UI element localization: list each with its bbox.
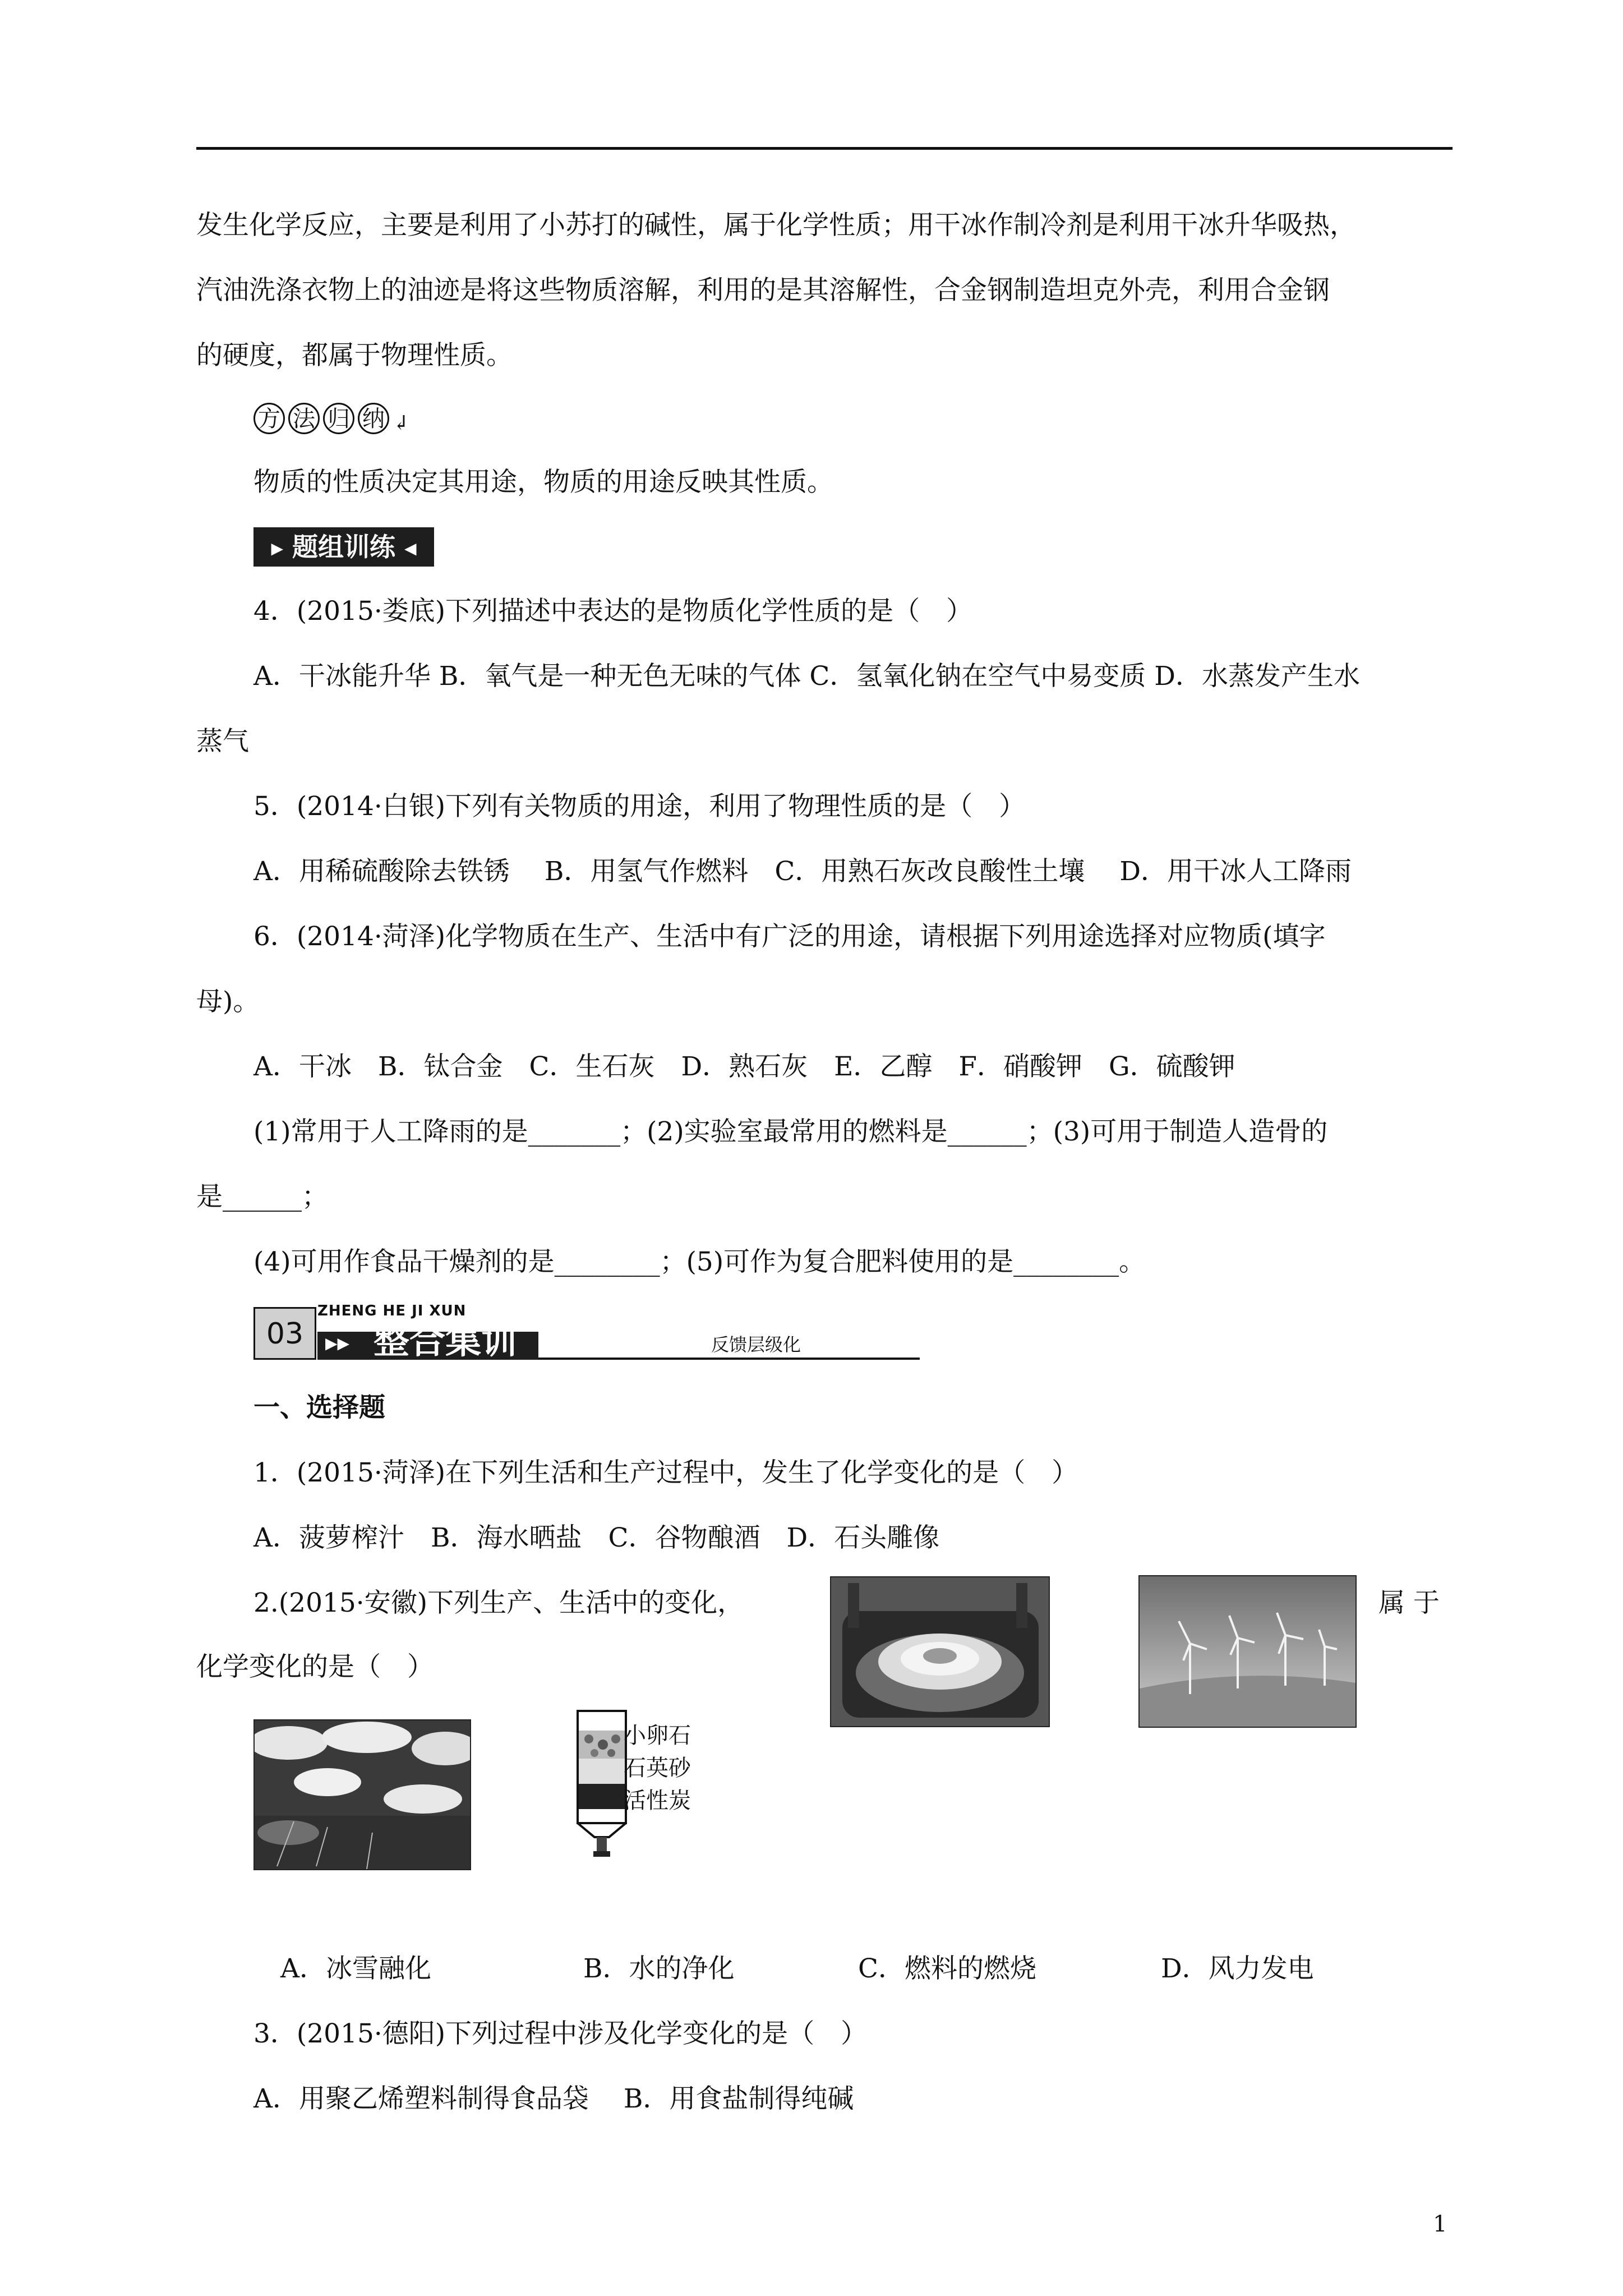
question-6: 6．(2014·菏泽)化学物质在生产、生活中有广泛的用途，请根据下列用途选择对应物质(填字	[253, 921, 1326, 952]
header-rule	[196, 147, 1453, 150]
triangle-right-icon: ▶	[271, 539, 283, 558]
banner-number: 03	[253, 1307, 316, 1360]
paragraph-line-2: 汽油洗涤衣物上的油迹是将这些物质溶解，利用的是其溶解性，合金钢制造坦克外壳，利用合金钢	[196, 275, 1330, 306]
gas-stove-image	[830, 1576, 1050, 1727]
question-4-options-cont: 蒸气	[196, 726, 249, 757]
method-text: 物质的性质决定其用途，物质的用途反映其性质。	[253, 467, 833, 498]
wind-turbine-image	[1138, 1575, 1357, 1728]
question-6-sub-1: (1)常用于人工降雨的是_______；(2)实验室最常用的燃料是______；(3)可用于制造人造骨的	[253, 1116, 1328, 1147]
filter-label-pebbles: 小卵石	[624, 1723, 691, 1749]
exercise-2-cont: 化学变化的是（ ）	[196, 1651, 434, 1682]
wind-turbine-illustration	[1140, 1576, 1355, 1727]
question-4: 4．(2015·娄底)下列描述中表达的是物质化学性质的是（ ）	[253, 596, 973, 627]
question-6-cont: 母)。	[196, 986, 260, 1017]
banner-subtitle: 反馈层级化	[711, 1334, 801, 1355]
arrow-down-icon: ↲	[393, 412, 410, 435]
filter-label-quartz-sand: 石英砂	[624, 1755, 691, 1781]
snow-melting-illustration	[255, 1720, 470, 1869]
method-chip: 纳	[358, 403, 389, 434]
exercise-1-options: A．菠萝榨汁 B．海水晒盐 C．谷物酿酒 D．石头雕像	[253, 1522, 940, 1553]
question-5: 5．(2014·白银)下列有关物质的用途，利用了物理性质的是（ ）	[253, 791, 1026, 822]
snow-melting-image	[253, 1719, 471, 1870]
exercise-2-right: 属 于	[1378, 1588, 1440, 1618]
banner-pinyin: ZHENG HE JI XUN	[317, 1303, 467, 1319]
exercise-2-option-a: A．冰雪融化	[280, 1953, 431, 1984]
question-6-options: A．干冰 B．钛合金 C．生石灰 D．熟石灰 E．乙醇 F．硝酸钾 G．硫酸钾	[253, 1051, 1235, 1082]
question-6-sub-2: 是______；	[196, 1181, 328, 1212]
exercise-3-options: A．用聚乙烯塑料制得食品袋 B．用食盐制得纯碱	[253, 2083, 854, 2114]
method-chip: 法	[288, 403, 320, 434]
exercise-1: 1．(2015·菏泽)在下列生活和生产过程中，发生了化学变化的是（ ）	[253, 1457, 1078, 1488]
double-arrow-icon: ▶▶	[325, 1334, 350, 1352]
triangle-left-icon: ◀	[404, 539, 417, 558]
banner-title: 整合集训	[374, 1320, 517, 1362]
exercise-2-option-c: C．燃料的燃烧	[858, 1953, 1036, 1984]
paragraph-line-1: 发生化学反应，主要是利用了小苏打的碱性，属于化学性质；用干冰作制冷剂是利用干冰升华吸热，	[196, 210, 1356, 241]
page-number: 1	[1433, 2211, 1447, 2237]
drill-tag-label: 题组训练	[292, 532, 395, 562]
drill-tag	[253, 527, 434, 567]
method-chips	[253, 403, 409, 435]
question-4-options: A．干冰能升华 B．氧气是一种无色无味的气体 C．氢氧化钠在空气中易变质 D．水蒸发产生水	[253, 661, 1360, 692]
exercise-2: 2.(2015·安徽)下列生产、生活中的变化，	[253, 1588, 744, 1618]
question-6-sub-3: (4)可用作食品干燥剂的是________；(5)可作为复合肥料使用的是________。	[253, 1246, 1146, 1277]
gas-stove-illustration	[831, 1577, 1049, 1726]
paragraph-line-3: 的硬度，都属于物理性质。	[196, 340, 513, 371]
question-5-options: A．用稀硫酸除去铁锈 B．用氢气作燃料 C．用熟石灰改良酸性土壤 D．用干冰人工降雨	[253, 856, 1352, 887]
banner-underline	[538, 1358, 920, 1360]
section-title: 一、选择题	[253, 1392, 385, 1423]
exercise-2-option-b: B．水的净化	[583, 1953, 735, 1984]
method-chip: 方	[253, 403, 285, 434]
filter-label-activated-carbon: 活性炭	[624, 1788, 691, 1814]
method-chip: 归	[323, 403, 354, 434]
exercise-2-option-d: D．风力发电	[1161, 1953, 1314, 1984]
exercise-3: 3．(2015·德阳)下列过程中涉及化学变化的是（ ）	[253, 2018, 868, 2049]
